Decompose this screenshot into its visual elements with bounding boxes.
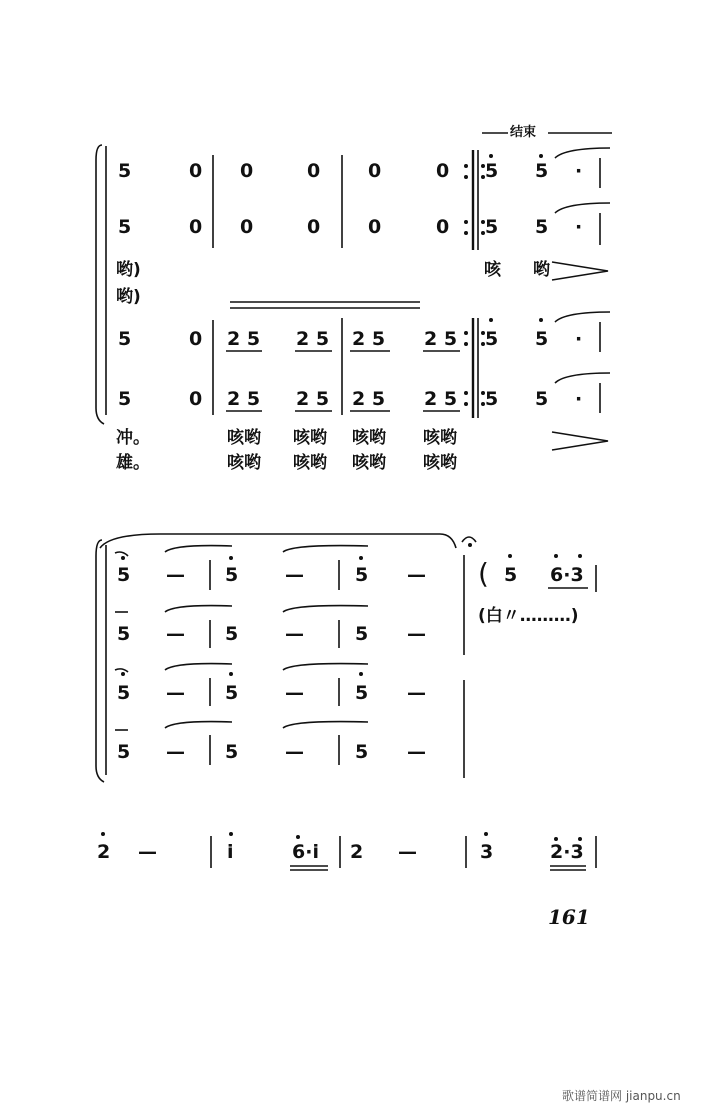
note: 5 — [118, 388, 132, 410]
note: 5 — [225, 623, 239, 645]
note: · — [575, 216, 583, 238]
note: 5 — [485, 160, 499, 182]
dash: — — [407, 741, 426, 763]
lyric: 哟) — [116, 260, 141, 280]
note: 2 5 — [227, 328, 261, 350]
dash: — — [285, 682, 304, 704]
system1-brace — [96, 145, 104, 424]
note: 5 — [118, 160, 132, 182]
open-paren: ( — [478, 557, 489, 590]
note: 5 — [117, 741, 131, 763]
note: 5 — [355, 623, 369, 645]
section-label: 结束 — [510, 125, 537, 140]
note: · — [575, 160, 583, 182]
lyric: 咳哟 — [227, 453, 261, 473]
note: 6·i — [292, 841, 319, 863]
lyric: 咳 — [484, 260, 501, 280]
note: 0 — [368, 216, 382, 238]
note: 0 — [240, 160, 254, 182]
lyric: 咳哟 — [423, 453, 457, 473]
lyric: 咳哟 — [293, 428, 327, 448]
note: 6·3 — [550, 564, 584, 586]
note: 2 5 — [424, 328, 458, 350]
note: 2·3 — [550, 841, 584, 863]
note: 5 — [225, 564, 239, 586]
lyric: 冲。 — [116, 428, 150, 448]
note: 3 — [480, 841, 494, 863]
dash: — — [166, 682, 185, 704]
note: 5 — [504, 564, 518, 586]
page-number: 161 — [548, 905, 590, 929]
note: 5 — [117, 682, 131, 704]
note: 5 — [535, 388, 549, 410]
note: 0 — [189, 388, 203, 410]
dash: — — [285, 623, 304, 645]
lyric: 哟 — [533, 260, 550, 280]
note: 5 — [118, 216, 132, 238]
note: 5 — [118, 328, 132, 350]
note: 2 — [97, 841, 111, 863]
note: 5 — [225, 741, 239, 763]
dash: — — [166, 564, 185, 586]
note: 2 5 — [352, 388, 386, 410]
dash: — — [285, 564, 304, 586]
aside-text: (白〃………) — [478, 606, 579, 626]
dash: — — [407, 682, 426, 704]
note: 0 — [307, 216, 321, 238]
dash: — — [398, 841, 417, 863]
note: 0 — [189, 216, 203, 238]
note: 0 — [436, 216, 450, 238]
note: 2 5 — [424, 388, 458, 410]
lyric: 哟) — [116, 287, 141, 307]
watermark: 歌谱简谱网 jianpu.cn — [562, 1089, 681, 1103]
note: 5 — [117, 623, 131, 645]
note: i — [227, 841, 234, 863]
note: 0 — [368, 160, 382, 182]
dash: — — [138, 841, 157, 863]
lyric: 咳哟 — [423, 428, 457, 448]
note: 5 — [117, 564, 131, 586]
note: 0 — [307, 160, 321, 182]
note: 5 — [535, 160, 549, 182]
note: 5 — [535, 216, 549, 238]
dash: — — [407, 623, 426, 645]
note: · — [575, 388, 583, 410]
dash: — — [166, 741, 185, 763]
lyric: 雄。 — [116, 453, 150, 473]
note: 2 5 — [296, 388, 330, 410]
note: 5 — [225, 682, 239, 704]
note: 2 5 — [296, 328, 330, 350]
note: 0 — [240, 216, 254, 238]
note: 5 — [355, 564, 369, 586]
system2-brace — [96, 540, 104, 782]
note: · — [575, 328, 583, 350]
note: 5 — [535, 328, 549, 350]
lyric: 咳哟 — [352, 428, 386, 448]
dash: — — [285, 741, 304, 763]
note: 0 — [436, 160, 450, 182]
note: 5 — [355, 741, 369, 763]
note: 5 — [485, 388, 499, 410]
note: 2 5 — [352, 328, 386, 350]
lyric: 咳哟 — [352, 453, 386, 473]
note: 5 — [485, 328, 499, 350]
note: 0 — [189, 160, 203, 182]
note: 5 — [355, 682, 369, 704]
note: 2 — [350, 841, 364, 863]
dash: — — [407, 564, 426, 586]
dash: — — [166, 623, 185, 645]
lyric: 咳哟 — [293, 453, 327, 473]
note: 5 — [485, 216, 499, 238]
note: 0 — [189, 328, 203, 350]
lyric: 咳哟 — [227, 428, 261, 448]
note: 2 5 — [227, 388, 261, 410]
